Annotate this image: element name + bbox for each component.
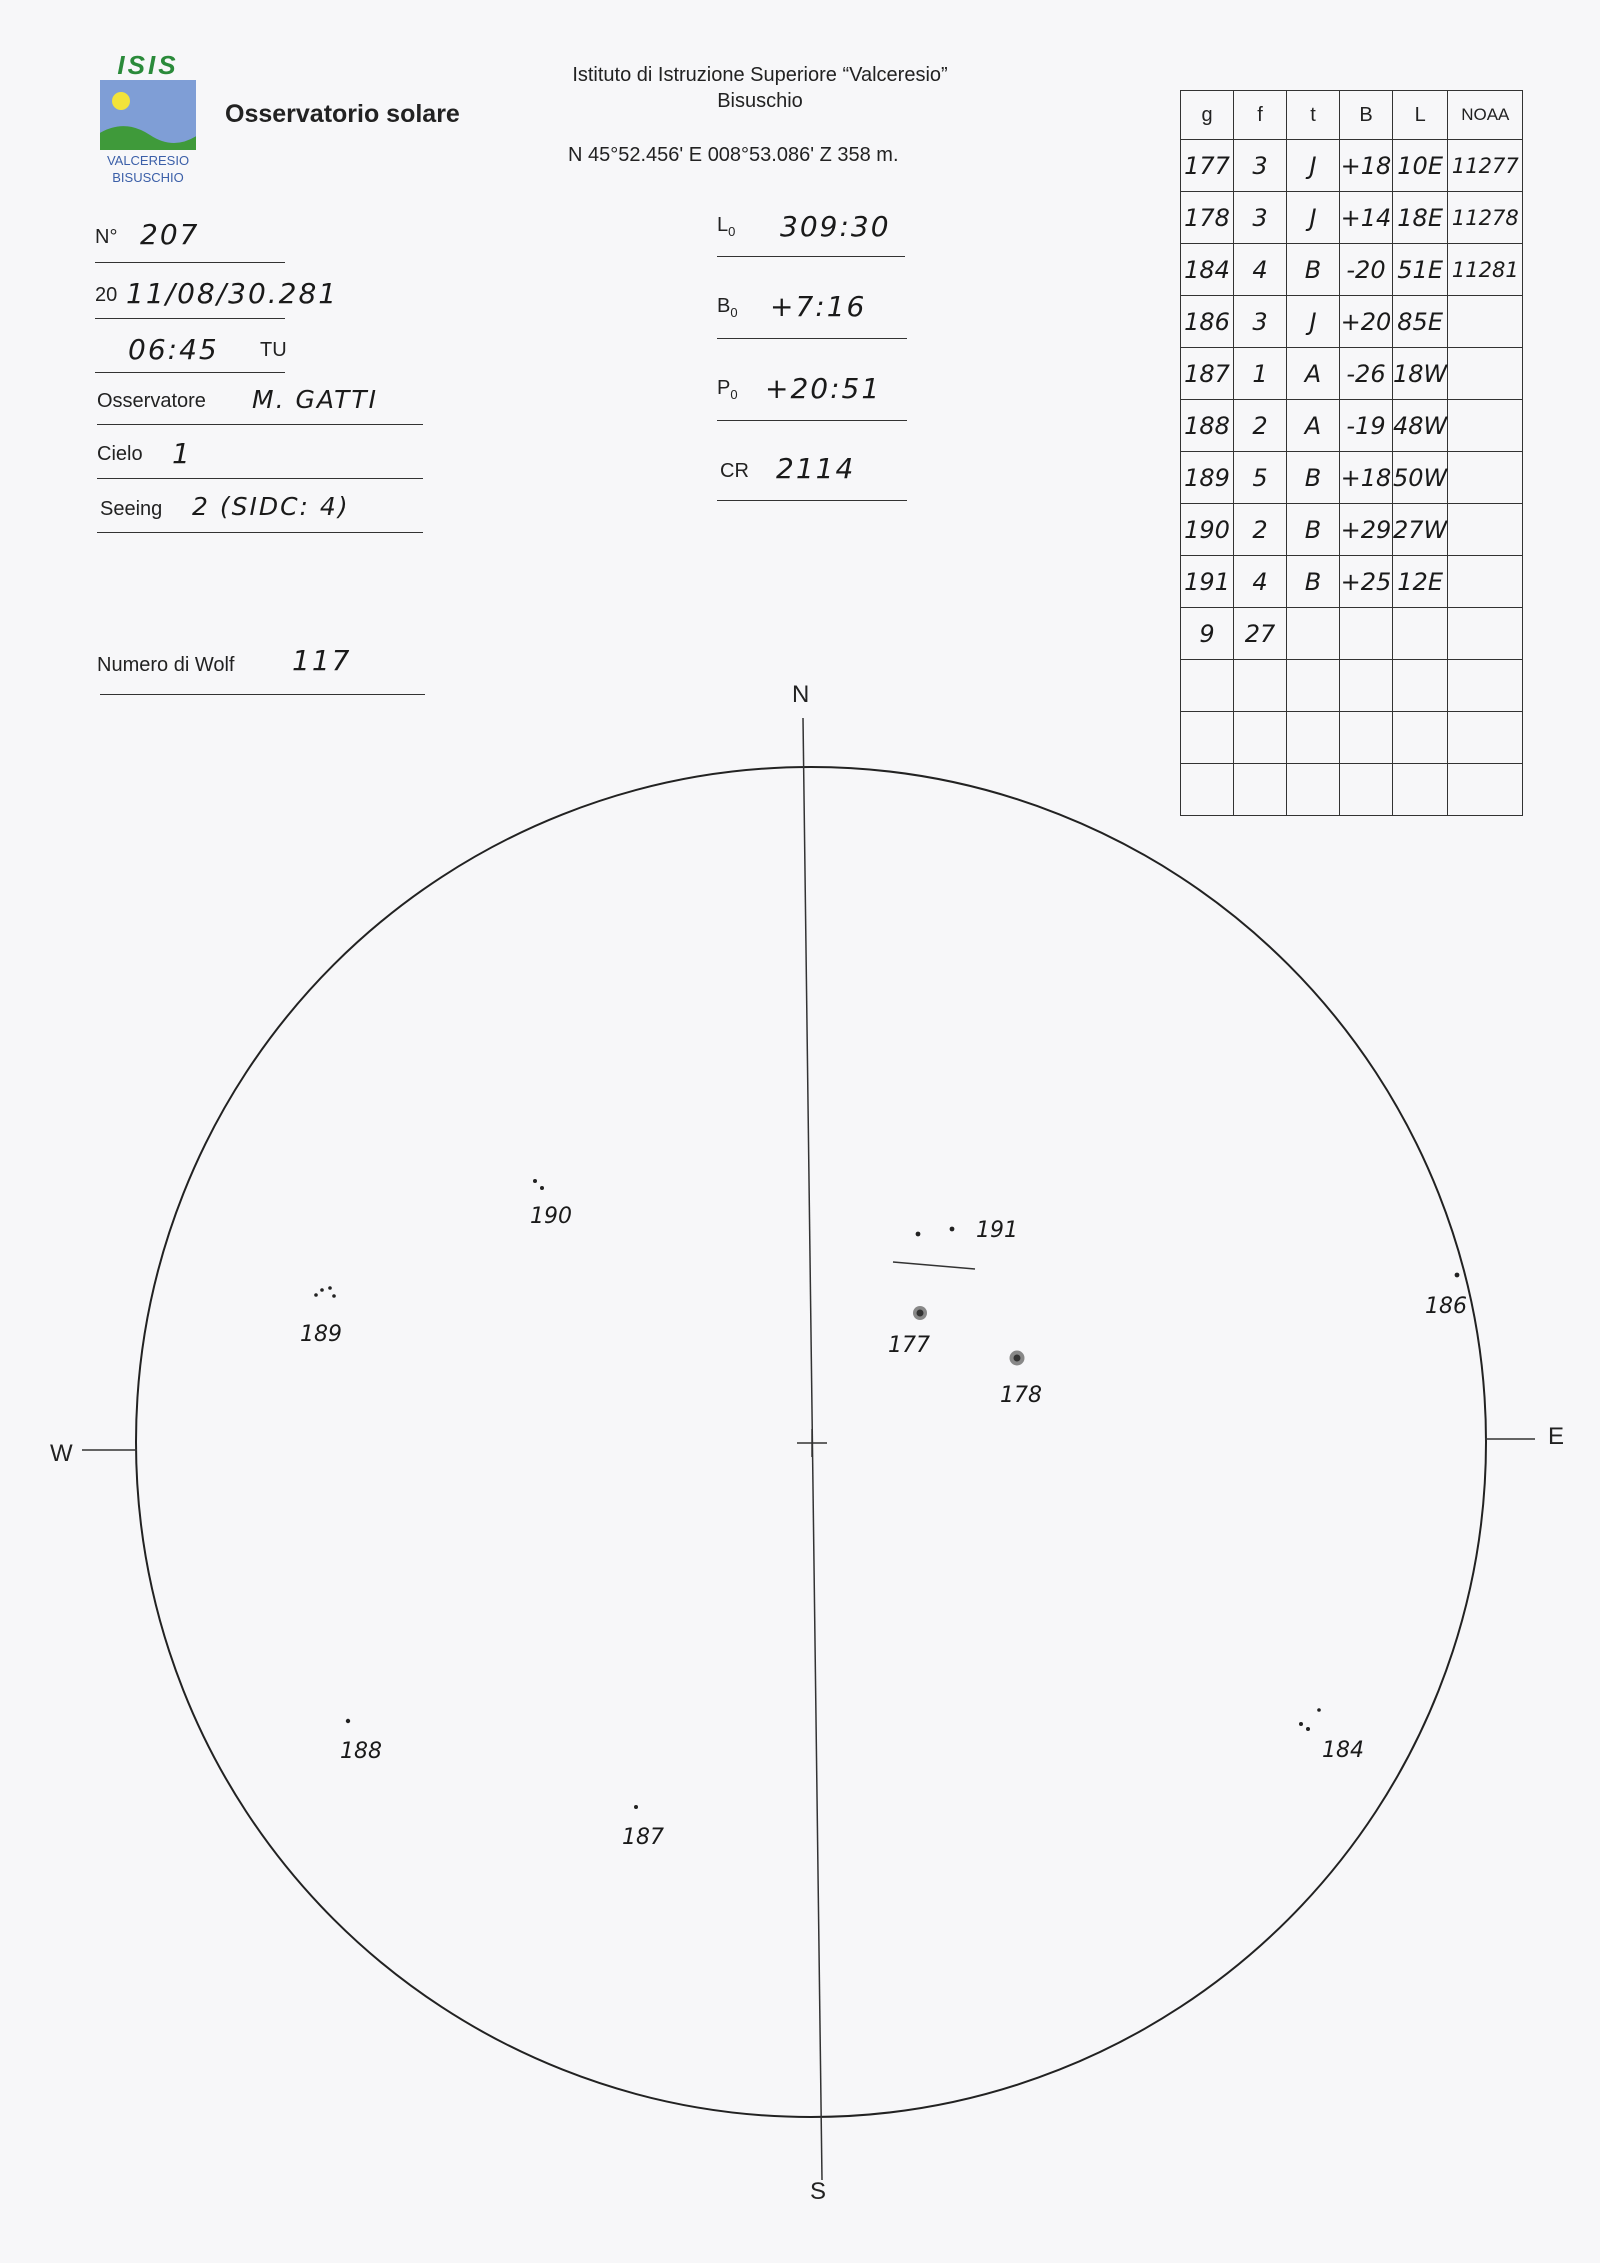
cell-t: J bbox=[1287, 192, 1340, 244]
sunspot bbox=[540, 1186, 544, 1190]
cell-f: 3 bbox=[1234, 296, 1287, 348]
b0-subscript: 0 bbox=[730, 305, 738, 320]
cell-t: J bbox=[1287, 140, 1340, 192]
page-title: Osservatorio solare bbox=[225, 100, 460, 128]
compass-south: S bbox=[810, 2178, 827, 2205]
cell-t: B bbox=[1287, 556, 1340, 608]
cell-b: +29 bbox=[1340, 504, 1393, 556]
cell-g: 9 bbox=[1181, 608, 1234, 660]
cell-l: 18W bbox=[1393, 348, 1448, 400]
sunspot-group-191-underline bbox=[893, 1262, 975, 1269]
cell-b: -26 bbox=[1340, 348, 1393, 400]
cell-l: 27W bbox=[1393, 504, 1448, 556]
cell-noaa: 11281 bbox=[1448, 244, 1523, 296]
sky-label: Cielo bbox=[97, 443, 143, 465]
l0-letter: L bbox=[717, 214, 729, 236]
cell-g: 191 bbox=[1181, 556, 1234, 608]
sunspot bbox=[916, 1232, 921, 1237]
cell-b: +18 bbox=[1340, 452, 1393, 504]
col-header-noaa: NOAA bbox=[1448, 91, 1523, 140]
logo-subtitle-1: VALCERESIO bbox=[106, 153, 190, 168]
time-unit: TU bbox=[260, 339, 287, 361]
number-label: N° bbox=[95, 226, 118, 248]
logo-subtitle-2: BISUSCHIO bbox=[112, 170, 184, 185]
cell-b: -20 bbox=[1340, 244, 1393, 296]
cell-g: 187 bbox=[1181, 348, 1234, 400]
sunspot-label-184: 184 bbox=[1322, 1738, 1364, 1763]
col-header-f: f bbox=[1234, 91, 1287, 140]
l0-subscript: 0 bbox=[728, 224, 736, 239]
observer-label: Osservatore bbox=[97, 390, 206, 412]
sunspot bbox=[320, 1288, 324, 1292]
cell-g: 189 bbox=[1181, 452, 1234, 504]
cell-b: +18 bbox=[1340, 140, 1393, 192]
sunspot-umbra bbox=[1014, 1355, 1021, 1362]
sunspot bbox=[950, 1227, 955, 1232]
col-header-l: L bbox=[1393, 91, 1448, 140]
col-header-g: g bbox=[1181, 91, 1234, 140]
cell-t: A bbox=[1287, 348, 1340, 400]
cell-t: B bbox=[1287, 452, 1340, 504]
l0-value: 309:30 bbox=[780, 210, 891, 243]
date-value: 11/08/30.281 bbox=[126, 277, 339, 310]
cell-b: +14 bbox=[1340, 192, 1393, 244]
cell-f: 2 bbox=[1234, 400, 1287, 452]
cell-t: A bbox=[1287, 400, 1340, 452]
cell-f: 27 bbox=[1234, 608, 1287, 660]
sunspot-label-187: 187 bbox=[622, 1825, 664, 1850]
p0-letter: P bbox=[717, 377, 731, 399]
compass-east: E bbox=[1548, 1423, 1565, 1450]
cell-l: 10E bbox=[1393, 140, 1448, 192]
solar-disk-outline bbox=[136, 767, 1486, 2117]
seeing-value: 2 (SIDC: 4) bbox=[192, 492, 350, 521]
cell-t: B bbox=[1287, 504, 1340, 556]
cell-l: 51E bbox=[1393, 244, 1448, 296]
cell-noaa: 11277 bbox=[1448, 140, 1523, 192]
sunspot-label-186: 186 bbox=[1425, 1294, 1467, 1319]
sunspot bbox=[1455, 1273, 1460, 1278]
cell-l: 85E bbox=[1393, 296, 1448, 348]
cell-noaa: 11278 bbox=[1448, 192, 1523, 244]
sunspot bbox=[346, 1719, 350, 1723]
cell-g: 178 bbox=[1181, 192, 1234, 244]
sunspot-label-177: 177 bbox=[888, 1333, 930, 1358]
cell-l: 12E bbox=[1393, 556, 1448, 608]
cell-g: 190 bbox=[1181, 504, 1234, 556]
cr-label: CR bbox=[720, 460, 749, 482]
sunspot-umbra bbox=[917, 1310, 924, 1317]
date-prefix: 20 bbox=[95, 284, 118, 306]
time-value: 06:45 bbox=[128, 333, 219, 366]
cell-b: +20 bbox=[1340, 296, 1393, 348]
sunspot-label-191: 191 bbox=[976, 1218, 1018, 1243]
school-name-line-2: Bisuschio bbox=[717, 90, 803, 112]
cell-l: 50W bbox=[1393, 452, 1448, 504]
sunspot-label-188: 188 bbox=[340, 1739, 382, 1764]
cell-b: -19 bbox=[1340, 400, 1393, 452]
cell-f: 2 bbox=[1234, 504, 1287, 556]
cell-g: 177 bbox=[1181, 140, 1234, 192]
sky-value: 1 bbox=[172, 437, 192, 470]
cell-f: 5 bbox=[1234, 452, 1287, 504]
sunspot bbox=[328, 1286, 332, 1290]
cell-f: 3 bbox=[1234, 140, 1287, 192]
b0-value: +7:16 bbox=[770, 290, 867, 323]
logo-text: ISIS bbox=[117, 50, 179, 80]
sunspot bbox=[533, 1179, 537, 1183]
col-header-t: t bbox=[1287, 91, 1340, 140]
cell-g: 186 bbox=[1181, 296, 1234, 348]
seeing-label: Seeing bbox=[100, 498, 163, 520]
p0-value: +20:51 bbox=[765, 372, 882, 405]
sunspot-label-178: 178 bbox=[1000, 1383, 1042, 1408]
sunspot bbox=[314, 1293, 318, 1297]
cell-f: 3 bbox=[1234, 192, 1287, 244]
sunspot-label-190: 190 bbox=[530, 1204, 572, 1229]
wolf-number-value: 117 bbox=[292, 644, 352, 677]
cell-l: 18E bbox=[1393, 192, 1448, 244]
wolf-number-label: Numero di Wolf bbox=[97, 654, 235, 676]
sunspot bbox=[332, 1294, 336, 1298]
cr-value: 2114 bbox=[776, 452, 856, 485]
cell-b: +25 bbox=[1340, 556, 1393, 608]
cell-f: 4 bbox=[1234, 244, 1287, 296]
number-value: 207 bbox=[140, 218, 200, 251]
cell-g: 188 bbox=[1181, 400, 1234, 452]
col-header-b: B bbox=[1340, 91, 1393, 140]
observatory-coordinates: N 45°52.456' E 008°53.086' Z 358 m. bbox=[568, 144, 899, 166]
sunspot-label-189: 189 bbox=[300, 1322, 342, 1347]
cell-f: 4 bbox=[1234, 556, 1287, 608]
sunspot bbox=[634, 1805, 638, 1809]
observer-value: M. GATTI bbox=[252, 385, 379, 414]
cell-l: 48W bbox=[1393, 400, 1448, 452]
cell-g: 184 bbox=[1181, 244, 1234, 296]
cell-t: J bbox=[1287, 296, 1340, 348]
p0-subscript: 0 bbox=[730, 387, 738, 402]
sunspot bbox=[1299, 1722, 1303, 1726]
cell-f: 1 bbox=[1234, 348, 1287, 400]
compass-west: W bbox=[50, 1440, 73, 1467]
compass-north: N bbox=[792, 681, 810, 708]
cell-t: B bbox=[1287, 244, 1340, 296]
sunspot bbox=[1306, 1727, 1310, 1731]
sunspot bbox=[1317, 1708, 1321, 1712]
b0-letter: B bbox=[717, 295, 731, 317]
school-name-line-1: Istituto di Istruzione Superiore “Valceresio” bbox=[572, 64, 948, 86]
